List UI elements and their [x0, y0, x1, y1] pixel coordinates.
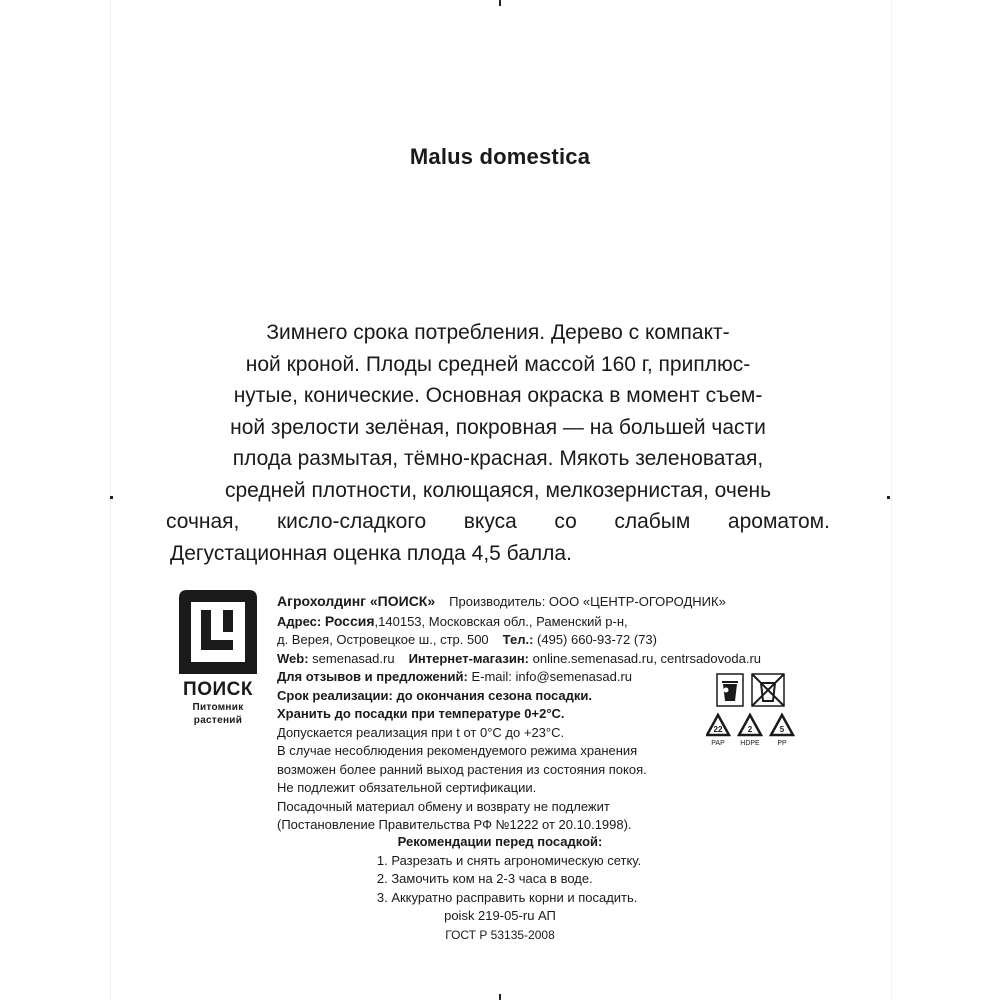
recommendations-steps	[377, 852, 641, 908]
description-line-justified	[166, 506, 830, 538]
recycling-marks	[706, 673, 798, 753]
product-code: poisk 219-05-ru АП	[444, 908, 556, 923]
description-line: средней плотности, колющаяся, мелкозернистая, очень	[224, 478, 772, 502]
description-word: слабым	[614, 510, 691, 533]
shelf-life: Срок реализации: до окончания сезона посадки.	[277, 687, 593, 703]
description-line: Зимнего срока потребления. Дерево с компакт-	[266, 321, 730, 344]
description-line: плода размытая, тёмно-красная. Мякоть зеленоватая,	[232, 447, 764, 470]
recycle-code-number: 5	[779, 725, 785, 734]
description-line: ной зрелости зелёная, покровная — на большей части	[230, 415, 766, 439]
crop-mark-bottom	[499, 994, 501, 1000]
description-word: сочная,	[166, 510, 240, 533]
recommendations-heading: Рекомендации перед посадкой:	[397, 834, 603, 849]
phone: (495) 660-93-72 (73)	[537, 632, 657, 647]
description-word: вкуса	[463, 510, 517, 533]
recycle-code-label: HDPE	[740, 740, 760, 747]
description-word: кисло-сладкого	[276, 510, 427, 533]
recycle-code-number: 2	[747, 725, 753, 734]
shop-links[interactable]: online.semenasad.ru, centrsadovoda.ru	[532, 650, 762, 666]
description-word: со	[554, 510, 577, 533]
description-word: ароматом.	[727, 510, 830, 533]
recycle-code-icon	[739, 715, 761, 747]
list-item: 1. Разрезать и снять агрономическую сетку.	[376, 852, 642, 868]
crop-mark-left	[110, 496, 113, 499]
list-item: 3. Аккуратно расправить корни и посадить.	[376, 889, 638, 905]
variety-description	[166, 317, 830, 569]
gost-standard: ГОСТ Р 53135-2008	[445, 927, 555, 942]
species-title: Malus domestica	[409, 144, 591, 169]
trash-bin-icon	[717, 674, 743, 706]
planting-recommendations	[0, 833, 1000, 944]
producer: Производитель: ООО «ЦЕНТР-ОГОРОДНИК»	[449, 594, 726, 609]
description-line: Дегустационная оценка плода 4,5 балла.	[170, 541, 572, 565]
storage-conditions: Хранить до посадки при температуре 0+2°С.	[277, 706, 565, 721]
company-name: Агрохолдинг «ПОИСК»	[277, 593, 436, 609]
recycle-code-label: PP	[777, 740, 787, 747]
recycle-code-icon	[707, 715, 729, 747]
producer-info: Агрохолдинг «ПОИСК» Производитель: ООО «ЦЕНТР-ОГОРОДНИК» Адрес: Россия,140153, Московская обл., Раменский р-н, д. Верея, Островецкое ш., стр. 500 Тел.: (495) 660-93-72 (73) Web: semenasad.ru Интернет-магазин: online.semenasad.ru, centrsadovoda.ru Для отзывов и предложений: E-mail: info@semenasad.ru Срок реализации: до окончания сезона посадки. Хранить до посадки при температуре 0+2°С. Допускается реализация при t от 0°С до +23°С. В случае несоблюдения рекомендуемого режима хранения возможен более ранний выход растения из состояния покоя. Не подлежит обязательной сертификации. Посадочный материал обмену и возврату не подлежит (Постановление Правительства РФ №1222 от 20.10.1998).	[277, 592, 837, 835]
description-line: нутые, конические. Основная окраска в момент съем-	[233, 384, 763, 407]
no-litter-icon	[752, 674, 784, 706]
recycle-code-number: 22	[713, 725, 723, 734]
logo-subtitle: Питомник растений	[192, 702, 244, 726]
list-item: 2. Замочить ком на 2-3 часа в воде.	[376, 871, 593, 886]
crop-mark-top	[499, 0, 501, 6]
email[interactable]: E-mail: info@semenasad.ru	[471, 669, 633, 684]
recycle-code-icon	[771, 715, 793, 747]
recycle-code-label: PAP	[711, 740, 725, 747]
crop-mark-right	[887, 496, 890, 499]
website-link[interactable]: semenasad.ru	[312, 650, 395, 666]
description-line: ной кроной. Плоды средней массой 160 г, приплюс-	[245, 352, 751, 376]
logo-brand: ПОИСК	[183, 679, 253, 700]
poisk-logo-icon	[177, 588, 259, 676]
